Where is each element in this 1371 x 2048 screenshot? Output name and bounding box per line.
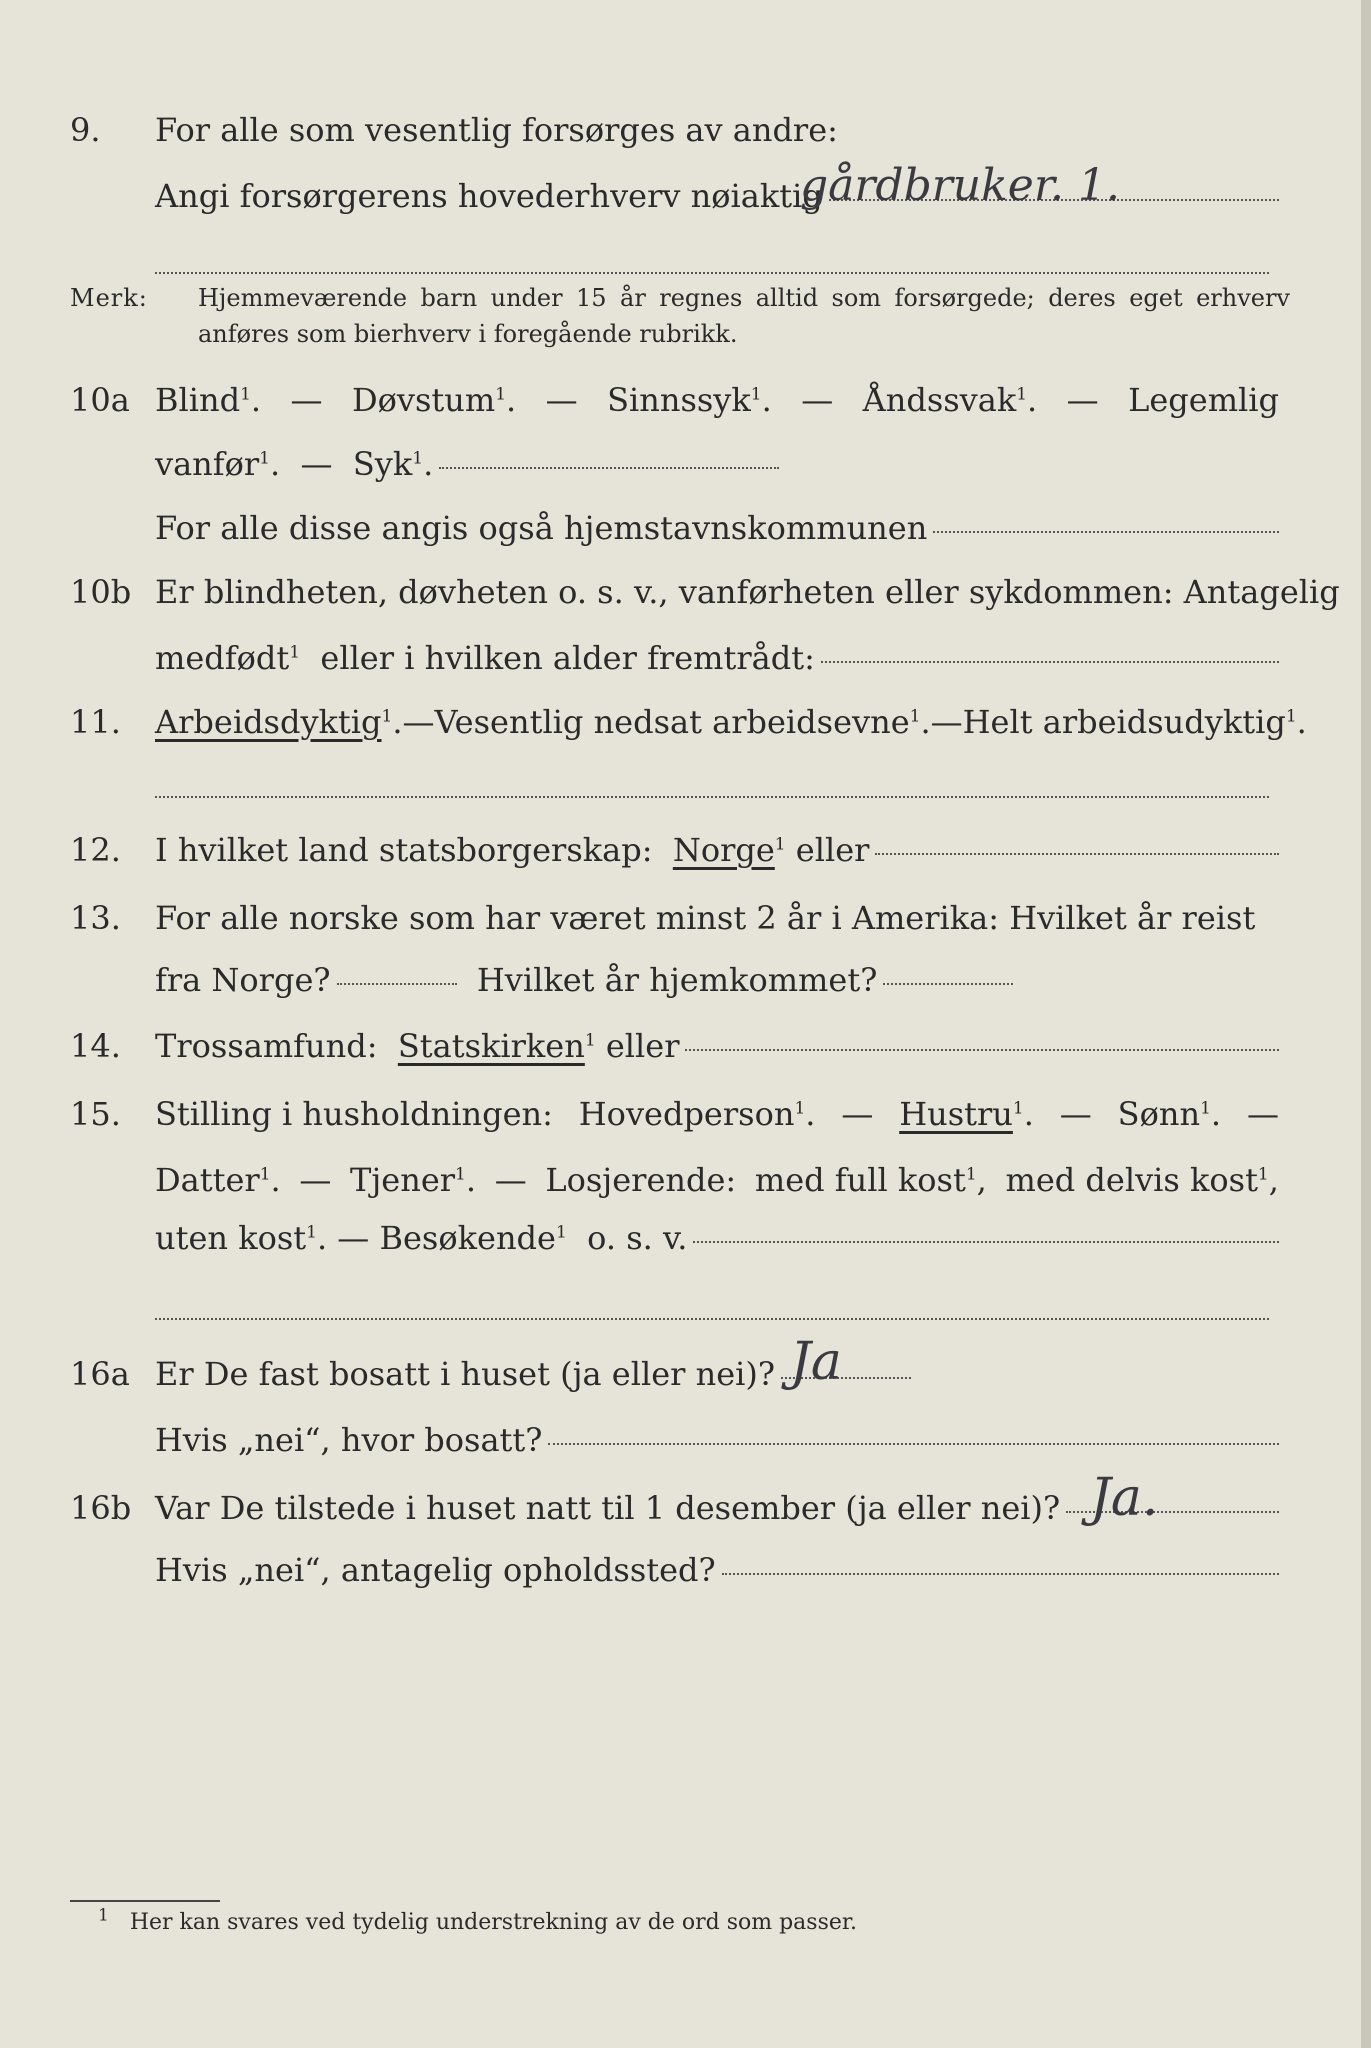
- q16b-handwritten-answer: Ja.: [1090, 1468, 1159, 1528]
- option-vanfor[interactable]: vanfør: [155, 445, 260, 483]
- merk-text-line2: anføres som bierhverv i foregående rubrikk.: [198, 320, 738, 348]
- census-form-page: 9. For alle som vesentlig forsørges av andre: Angi forsørgerens hovederhverv nøiaktig gårdbruker. 1. Merk: Hjemmeværende barn under 15 år regnes alltid som forsørgede; deres eget erhverv anføres som bierhverv i foregående rubrikk. 10a Blind$^1$. — Døvstum$^1$. — Sinnssyk$^1$. — Åndssvak$^1$. — Legemlig vanfør$^1$. — Syk$^1$. For alle disse angis også hjemstavnskommunen 10b Er blindheten, døvheten o. s. v., vanførheten eller sykdommen: Antagelig medfødt$^1$ eller i hvilken alder fremtrådt: 11. Arbeidsdyktig$^1$. — Vesentlig nedsat arbeidsevne$^1$. — Helt arbeidsudyktig$^1$. 12. I hvilket land statsborgerskap: Norge$^1$ eller 13. For alle norske som har været minst 2 år i Amerika: Hvilket år reist fra Norge? Hvilket år hjemkommet? 14. Trossamfund: Statskirken$^1$ eller 15. Stilling i husholdningen: Hovedperson$^1$. — Hustru$^1$. — Sønn$^1$. — Datter$^1$. — Tjener$^1$. — Losjerende: med full kost$^1$, med delvis kost$^1$, uten kost$^1$. — Besøkende$^1$ o. s. v. 16a Er De fast bosatt i huset (ja eller nei)? Ja Hvis „nei“, hvor bosatt? 16b Var De tilstede i huset natt til 1 desember (ja eller nei)? Ja. Hvis „nei“, antagelig opholdssted? $^1$ Her kan svares ved tydelig understrekning av de ord som passer.: [0, 0, 1371, 2048]
- q9-extra-line[interactable]: [155, 272, 1269, 274]
- q15-prompt: Stilling i husholdningen:: [155, 1095, 553, 1133]
- q12-number: 12.: [70, 831, 121, 869]
- q10a-hjemstavn-prompt: For alle disse angis også hjemstavnskommunen: [155, 509, 928, 547]
- q13-hjemkommet: Hvilket år hjemkommet?: [476, 961, 878, 999]
- q16b-question: Var De tilstede i huset natt til 1 desember (ja eller nei)?: [155, 1489, 1061, 1527]
- option-delvis-kost[interactable]: med delvis kost: [1005, 1161, 1258, 1199]
- footnote-mark: 1: [98, 1905, 109, 1926]
- q14-prompt: Trossamfund:: [155, 1027, 378, 1065]
- footnote: [98, 1905, 857, 1938]
- q15-extra-line[interactable]: [155, 1318, 1269, 1320]
- q10a-hjemstavn-line[interactable]: [933, 531, 1279, 533]
- option-arbeidsudyktig[interactable]: Helt arbeidsudyktig: [962, 703, 1286, 741]
- q16a-question: Er De fast bosatt i huset (ja eller nei)?: [155, 1355, 776, 1393]
- option-sinnssyk[interactable]: Sinnssyk: [607, 381, 751, 419]
- q13-hjem-line[interactable]: [883, 983, 1013, 985]
- q15-answer-line[interactable]: [693, 1241, 1279, 1243]
- q12-prompt: I hvilket land statsborgerskap:: [155, 831, 653, 869]
- q16a-number: 16a: [70, 1355, 130, 1393]
- q15-number: 15.: [70, 1095, 121, 1133]
- option-statskirken[interactable]: Statskirken: [397, 1027, 585, 1065]
- option-hovedperson[interactable]: Hovedperson: [578, 1095, 795, 1133]
- option-arbeidsdyktig[interactable]: Arbeidsdyktig: [155, 703, 382, 741]
- q13-number: 13.: [70, 899, 121, 937]
- q10a-number: 10a: [70, 381, 130, 419]
- q16b-oppholdssted-prompt: Hvis „nei“, antagelig opholdssted?: [155, 1551, 716, 1589]
- q9-handwritten-answer: gårdbruker. 1.: [800, 160, 1120, 211]
- option-blind[interactable]: Blind: [155, 381, 241, 419]
- option-tjener[interactable]: Tjener: [350, 1161, 456, 1199]
- option-uten-kost[interactable]: uten kost: [155, 1219, 307, 1257]
- q16b-oppholdssted-line[interactable]: [722, 1573, 1279, 1575]
- option-andssvak[interactable]: Åndssvak: [862, 381, 1017, 419]
- q14-number: 14.: [70, 1027, 121, 1065]
- q16a-bosatt-prompt: Hvis „nei“, hvor bosatt?: [155, 1421, 543, 1459]
- option-dovstum[interactable]: Døvstum: [351, 381, 496, 419]
- option-full-kost[interactable]: med full kost: [754, 1161, 966, 1199]
- footnote-rule: [70, 1900, 220, 1902]
- q13-fra-norge: fra Norge?: [155, 961, 331, 999]
- merk-text-line1: Hjemmeværende barn under 15 år regnes alltid som forsørgede; deres eget erhverv: [198, 284, 1290, 312]
- q10b-question: Er blindheten, døvheten o. s. v., vanførheten eller sykdommen: Antagelig: [155, 573, 1340, 611]
- q10b-number: 10b: [70, 573, 132, 611]
- option-sonn[interactable]: Sønn: [1117, 1095, 1201, 1133]
- q10b-answer-line[interactable]: [821, 661, 1279, 663]
- option-hustru[interactable]: Hustru: [899, 1095, 1013, 1133]
- q15-losjerende: Losjerende:: [545, 1161, 737, 1199]
- option-besokende[interactable]: Besøkende: [379, 1219, 556, 1257]
- q13-question: For alle norske som har været minst 2 år i Amerika: Hvilket år reist: [155, 899, 1256, 937]
- q9-prompt: Angi forsørgerens hovederhverv nøiaktig: [155, 177, 823, 215]
- q10a-syk-line[interactable]: [439, 467, 779, 469]
- q11-number: 11.: [70, 703, 121, 741]
- q9-question: For alle som vesentlig forsørges av andre:: [155, 111, 838, 149]
- option-syk[interactable]: Syk: [352, 445, 413, 483]
- option-datter[interactable]: Datter: [155, 1161, 260, 1199]
- q12-answer-line[interactable]: [875, 853, 1279, 855]
- option-legemlig[interactable]: Legemlig: [1128, 381, 1279, 419]
- option-nedsat-arbeidsevne[interactable]: Vesentlig nedsat arbeidsevne: [434, 703, 910, 741]
- merk-label: Merk:: [70, 284, 148, 312]
- option-medfodt[interactable]: medfødt: [155, 639, 290, 677]
- q13-fra-line[interactable]: [337, 983, 457, 985]
- q14-answer-line[interactable]: [685, 1049, 1279, 1051]
- q9-number: 9.: [70, 111, 101, 149]
- q16a-bosatt-line[interactable]: [548, 1443, 1279, 1445]
- q11-extra-line[interactable]: [155, 796, 1269, 798]
- footnote-text: Her kan svares ved tydelig understrekning av de ord som passer.: [129, 1910, 857, 1935]
- q16a-handwritten-answer: Ja: [790, 1332, 842, 1392]
- option-norge[interactable]: Norge: [672, 831, 775, 869]
- q16b-number: 16b: [70, 1489, 132, 1527]
